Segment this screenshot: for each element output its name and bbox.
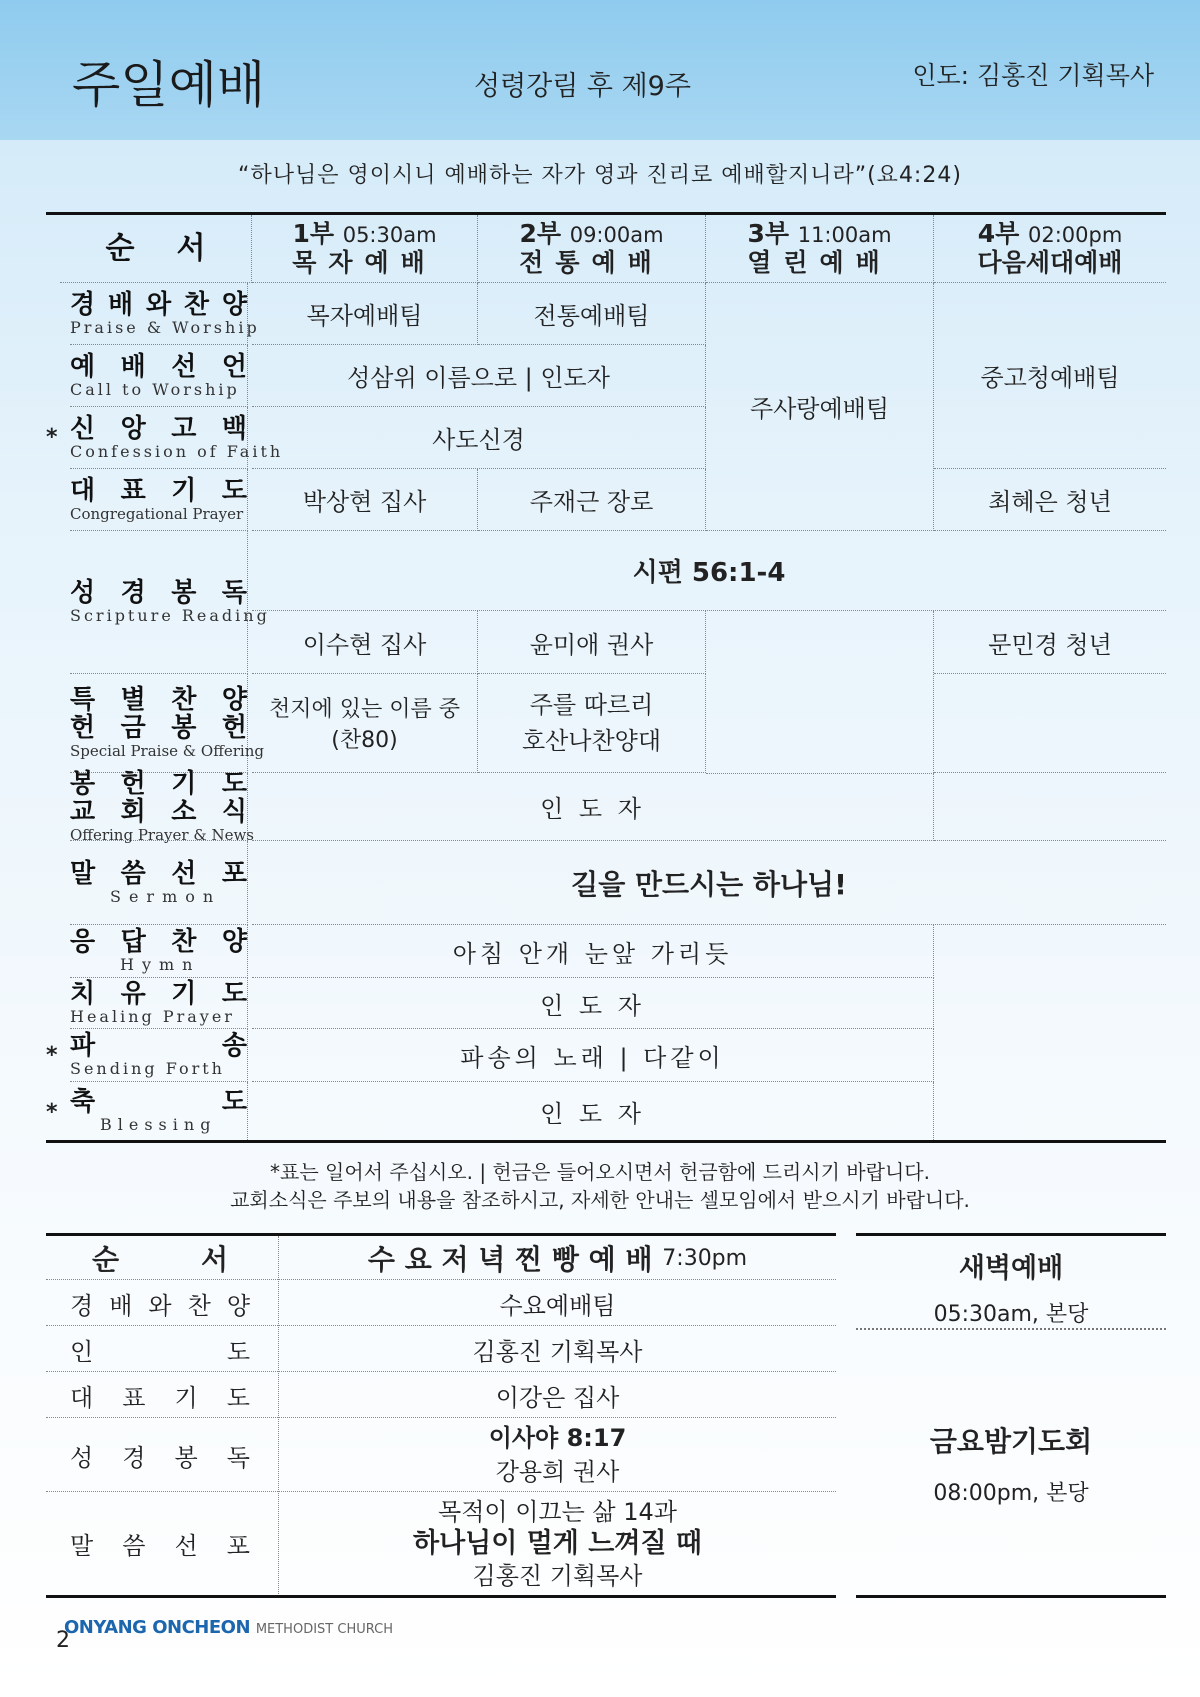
prayer-s1: 박상현 집사 <box>252 469 478 531</box>
service-leader: 인도: 김홍진 기획목사 <box>912 61 1154 90</box>
row-label-sermon: 말 씀 선 포 Sermon <box>70 841 248 925</box>
creed-s12: 사도신경 <box>252 407 706 469</box>
scripture-passage: 시편 56:1-4 <box>252 531 1166 611</box>
table-bottom-rule <box>46 1140 1166 1143</box>
notes <box>0 1158 1200 1214</box>
wed-label-scripture: 성 경 봉 독 <box>70 1443 250 1472</box>
wed-val-scripture: 이사야 8:17 강용희 권사 <box>488 1424 627 1486</box>
scripture-s1: 이수현 집사 <box>252 611 478 674</box>
sending-s123: 파송의 노래 | 다같이 <box>252 1029 934 1082</box>
friday-service-box <box>856 1420 1166 1507</box>
hymn-s123: 아침 안개 눈앞 가리듯 <box>252 925 934 978</box>
wed-order-header: 순 서 <box>92 1243 228 1276</box>
page-number: 2 <box>56 1628 70 1653</box>
wed-label-prayer: 대 표 기 도 <box>70 1383 250 1412</box>
wed-title: 수 요 저 녁 찐 빵 예 배 7:30pm <box>367 1243 748 1276</box>
note-news: 교회소식은 주보의 내용을 참조하시고, 자세한 안내는 셀모임에서 받으시기 바랍니다. <box>230 1188 970 1212</box>
row-label-sending: 파 송 Sending Forth <box>70 1029 248 1082</box>
row-label-scripture: 성 경 봉 독 Scripture Reading <box>70 531 248 674</box>
blessing-s123: 인 도 자 <box>252 1082 934 1140</box>
service-4-header: 4부 02:00pm 다음세대예배 <box>934 215 1166 283</box>
dawn-title: 새벽예배 <box>958 1253 1064 1284</box>
worship-s1: 목자예배팀 <box>252 283 478 345</box>
dawn-service-box <box>856 1236 1166 1330</box>
scripture-s4: 문민경 청년 <box>934 611 1166 674</box>
healing-s123: 인 도 자 <box>252 978 934 1029</box>
row-label-healing: 치 유 기 도 Healing Prayer <box>70 978 248 1029</box>
church-logo: ONYANG ONCHEON METHODIST CHURCH <box>64 1617 393 1638</box>
order-header: 순 서 <box>60 215 252 283</box>
call-s12: 성삼위 이름으로 | 인도자 <box>252 345 706 407</box>
wed-val-prayer: 이강은 집사 <box>495 1383 620 1412</box>
service-3-header: 3부 11:00am 열린예배 <box>706 215 934 283</box>
wed-label-sermon: 말 씀 선 포 <box>70 1532 250 1560</box>
offering-s4-empty <box>934 773 1166 841</box>
offering-s123: 인 도 자 <box>252 773 934 841</box>
page-subtitle: 성령강림 후 제9주 <box>474 71 691 102</box>
wed-label-leader: 인 도 <box>70 1337 250 1366</box>
row-label-creed: 신 앙 고 백 Confession of Faith <box>70 407 248 469</box>
wed-val-worship: 수요예배팀 <box>499 1291 616 1320</box>
standing-mark: * <box>46 1100 58 1125</box>
row-label-worship: 경 배 와 찬 양 Praise & Worship <box>70 283 248 345</box>
row-label-offering: 봉 헌 기 도 교 회 소 식 Offering Prayer & News <box>70 768 254 844</box>
friday-detail: 08:00pm, 본당 <box>933 1481 1089 1506</box>
side-bottom-rule <box>856 1595 1166 1598</box>
dawn-detail: 05:30am, 본당 <box>933 1302 1089 1327</box>
service-1-header: 1부 05:30am 목자예배 <box>252 215 478 283</box>
standing-mark: * <box>46 1043 58 1068</box>
service-4-team: 중고청예배팀 <box>934 283 1166 469</box>
note-standing: *표는 일어서 주십시오. | 헌금은 들어오시면서 헌금함에 드리시기 바랍니다. <box>270 1160 930 1184</box>
service-2-header: 2부 09:00am 전통예배 <box>478 215 706 283</box>
wed-bottom-rule <box>46 1595 836 1598</box>
prayer-s2: 주재근 장로 <box>478 469 706 531</box>
scripture-verse: “하나님은 영이시니 예배하는 자가 영과 진리로 예배할지니라”(요4:24) <box>238 163 962 188</box>
scripture-s3-empty <box>706 611 934 773</box>
scripture-s2: 윤미애 권사 <box>478 611 706 674</box>
wed-val-sermon: 목적이 이끄는 삶 14과 하나님이 멀게 느껴질 때 김홍진 기획목사 <box>412 1497 703 1590</box>
special-s4-empty <box>934 674 1166 773</box>
sermon-title: 길을 만드시는 하나님! <box>252 841 1166 925</box>
wed-val-leader: 김홍진 기획목사 <box>472 1337 643 1366</box>
special-s1: 천지에 있는 이름 중 (찬80) <box>252 674 478 773</box>
wed-label-worship: 경 배 와 찬 양 <box>70 1291 250 1320</box>
special-s2: 주를 따르리 호산나찬양대 <box>478 674 706 773</box>
row-label-blessing: 축 도 Blessing <box>70 1082 248 1140</box>
row-label-hymn: 응 답 찬 양 Hymn <box>70 925 248 978</box>
worship-s2: 전통예배팀 <box>478 283 706 345</box>
friday-title: 금요밤기도회 <box>929 1425 1093 1458</box>
prayer-s4: 최혜은 청년 <box>934 469 1166 531</box>
page-title: 주일예배 <box>72 56 266 114</box>
header-banner <box>0 0 1200 140</box>
row-label-special: 특 별 찬 양 헌 금 봉 헌 Special Praise & Offering <box>70 674 248 773</box>
row-label-call: 예 배 선 언 Call to Worship <box>70 345 248 407</box>
row-label-prayer: 대 표 기 도 Congregational Prayer <box>70 469 248 531</box>
standing-mark: * <box>46 425 58 450</box>
service-3-team: 주사랑예배팀 <box>706 283 934 531</box>
